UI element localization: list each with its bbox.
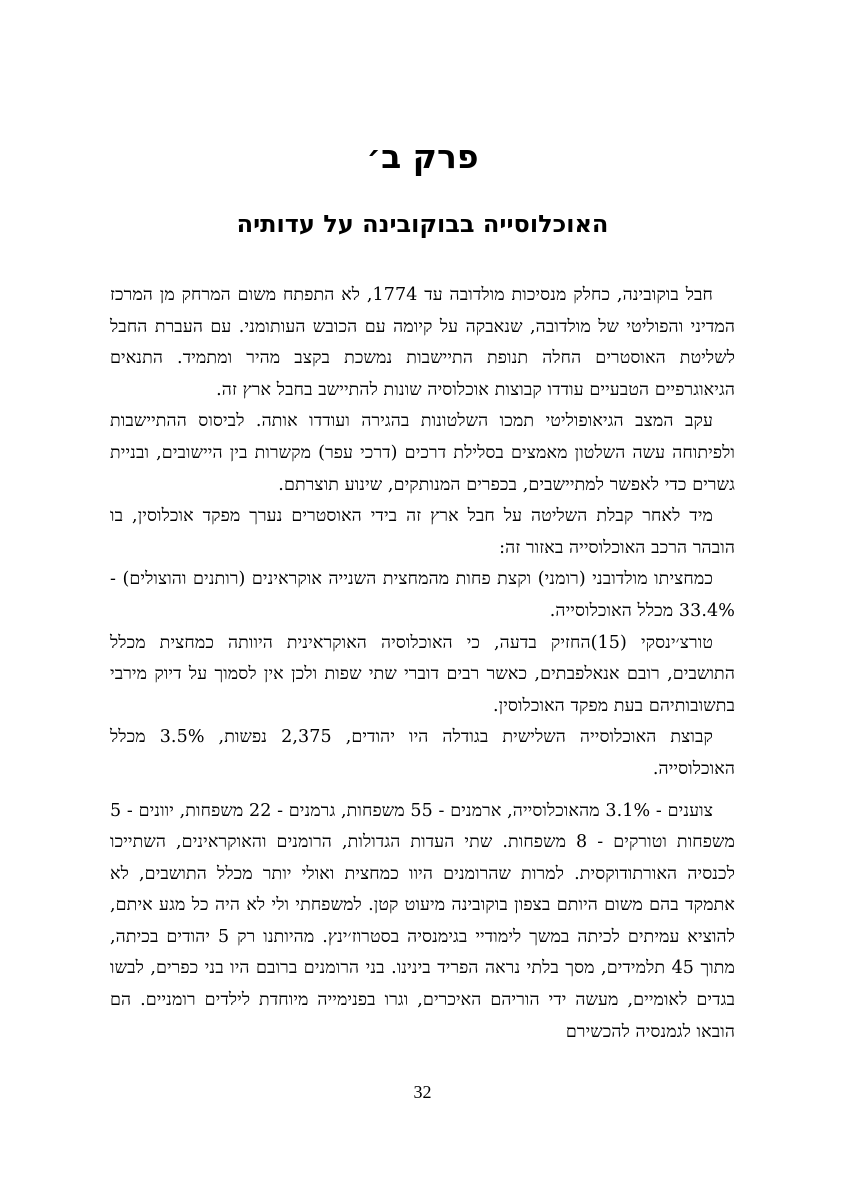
chapter-heading: פרק ב׳: [366, 137, 479, 176]
paragraph: כמחציתו מולדובני (רומני) וקצת פחות מהמחצית השנייה אוקראינים (רותנים והוצולים) - 33.4% מכלל האוכלוסייה.: [110, 569, 735, 621]
paragraph: צוענים - 3.1% מהאוכלוסייה, ארמנים - 55 משפחות, גרמנים - 22 משפחות, יוונים - 5 משפחות וטורקים - 8 משפחות. שתי העדות הגדולות, הרומנים והאוקראינים, השתייכו לכנסיה האורתודוקסית. למרות שהרומנים היוו כמחצית ואולי יותר מכלל התושבים, לא אתמקד בהם משום היותם בצפון בוקובינה מיעוט קטן. למשפחתי ולי לא היה כל מגע איתם, להוציא עמיתים לכיתה במשך לימודיי בגימנסיה בסטרוז׳ינץ. מהיותנו רק 5 יהודים בכיתה, מתוך 45 תלמידים, מסך בלתי נראה הפריד בינינו. בני הרומנים ברובם היו בני כפרים, לבשו בגדים לאומיים, מעשה ידי הוריהם האיכרים, וגרו בפנימייה מיוחדת לילדים רומניים. הם הובאו לגמנסיה להכשירם: [110, 800, 735, 1042]
paragraph: קבוצת האוכלוסייה השלישית בגודלה היו יהודים, 2,375 נפשות, 3.5% מכלל האוכלוסייה.: [110, 727, 735, 779]
paragraph: עקב המצב הגיאופוליטי תמכו השלטונות בהגירה ועודדו אותה. לביסוס ההתיישבות ולפיתוחה עשה השלטון מאמצים בסלילת דרכים (דרכי עפר) מקשרות בין היישובים, ובניית גשרים כדי לאפשר למתיישבים, בכפרים המנותקים, שינוע תוצרתם.: [110, 411, 735, 495]
paragraph: מיד לאחר קבלת השליטה על חבל ארץ זה בידי האוסטרים נערך מפקד אוכלוסין, בו הובהר הרכב האוכלוסייה באזור זה:: [110, 506, 735, 558]
chapter-title: האוכלוסייה בבוקובינה על עדותיה: [236, 210, 609, 238]
page-number: 32: [413, 1082, 432, 1102]
body-text: [110, 280, 735, 1048]
paragraph: חבל בוקובינה, כחלק מנסיכות מולדובה עד 1774, לא התפתח משום המרחק מן המרכז המדיני והפוליטי של מולדובה, שנאבקה על קיומה עם הכובש העותומני. עם העברת החבל לשליטת האוסטרים החלה תנופת התיישבות נמשכת בקצב מהיר ומתמיד. התנאים הגיאוגרפיים הטבעיים עודדו קבוצות אוכלוסיה שונות להתיישב בחבל ארץ זה.: [110, 285, 735, 400]
paragraph: טורצ׳ינסקי (15)החזיק בדעה, כי האוכלוסיה האוקראינית היוותה כמחצית מכלל התושבים, רובם אנאלפבתים, כאשר רבים דוברי שתי שפות ולכן אין לסמוך על דיוק מירבי בתשובותיהם בעת מפקד האוכלוסין.: [110, 632, 735, 716]
